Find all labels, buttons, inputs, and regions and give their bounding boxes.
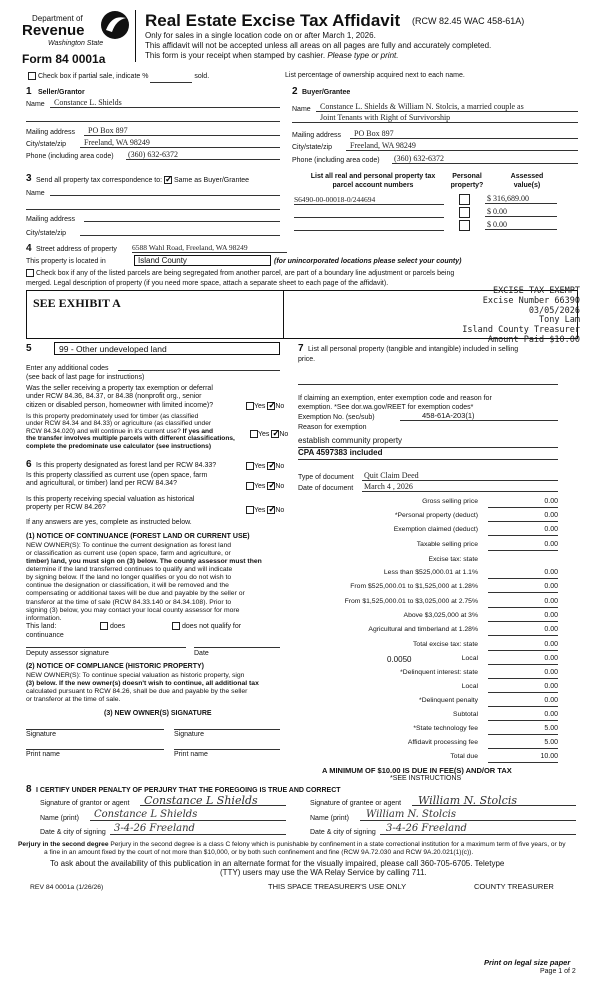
sec2-name-line2[interactable]: Joint Tenants with Right of Survivorship xyxy=(292,113,578,123)
calc-row xyxy=(298,598,558,608)
perjury-line-2: a fine in an amount fixed by the court of not more than $10,000, or by both such confinement and fine (RCW 9A.72.030 and RCW 9A.20.021(1)(c)). xyxy=(44,849,474,856)
calc-value[interactable]: 0.00 xyxy=(488,697,558,707)
exemption-instr-1: If claiming an exemption, enter exemption code and reason for xyxy=(298,395,492,402)
does-option: does xyxy=(100,622,125,632)
sec1-number: 1 xyxy=(26,86,32,97)
personal-property-label: List all personal property (tangible and intangible) included in selling xyxy=(308,346,519,353)
if-yes-note: If any answers are yes, complete as instructed below. xyxy=(26,519,192,526)
sec7-number: 7 xyxy=(298,343,304,354)
sec1-city-field[interactable]: Freeland, WA 98249 xyxy=(80,138,280,148)
form-revision: REV 84 0001a (1/26/26) xyxy=(30,884,104,891)
calc-row xyxy=(298,655,558,665)
notice-continuance-title: (1) NOTICE OF CONTINUANCE (FOREST LAND OR CURRENT USE) xyxy=(26,533,250,540)
does-not-option: does not qualify for xyxy=(172,622,241,632)
calc-value[interactable]: 5.00 xyxy=(488,739,558,749)
personal-checkbox-3[interactable] xyxy=(459,220,470,235)
calc-value[interactable]: 0.00 xyxy=(488,541,558,551)
calc-label: Local xyxy=(461,655,478,662)
calc-label: Total excise tax: state xyxy=(413,641,478,648)
q3-no-checkbox[interactable] xyxy=(267,462,275,470)
parcel-header: List all real and personal property tax parcel account numbers xyxy=(310,173,436,190)
new-owner-signature-title: (3) NEW OWNER(S) SIGNATURE xyxy=(104,710,212,717)
calc-row xyxy=(298,498,558,508)
deputy-signature-field[interactable] xyxy=(26,647,186,648)
calc-label: *State technology fee xyxy=(413,725,478,732)
calc-value[interactable]: 0.00 xyxy=(488,498,558,508)
calc-row xyxy=(298,583,558,593)
legal-desc-label: merged. Legal description of property (if you need more space, attach a separate sheet to each page of the affidavit). xyxy=(26,280,389,287)
sec1-mail-field[interactable]: PO Box 897 xyxy=(84,126,280,136)
calc-label: *Delinquent penalty xyxy=(419,697,478,704)
calc-label: Above $3,025,000 at 3% xyxy=(403,612,478,619)
calc-label: *Delinquent interest: state xyxy=(400,669,478,676)
print-name-label-2: Print name xyxy=(174,751,208,758)
continuance-label: continuance xyxy=(26,632,64,639)
see-instructions: *SEE INSTRUCTIONS xyxy=(390,775,462,782)
sec2-city-label: City/state/zip xyxy=(292,144,333,151)
q5-yes-no: Yes ✓ No xyxy=(246,506,284,516)
access-line-1: To ask about the availability of this publication in an alternate format for the visually impaired, please call 360-705-6705. Teletype xyxy=(50,859,505,868)
sec3-city-label: City/state/zip xyxy=(26,230,67,237)
sec8-number: 8 xyxy=(26,784,32,795)
calc-value[interactable]: 0.00 xyxy=(488,655,558,665)
personal-header: Personal property? xyxy=(450,173,484,190)
sec2-city-field[interactable]: Freeland, WA 98249 xyxy=(346,141,578,151)
partial-sale-row: Check box if partial sale, indicate % sold. xyxy=(28,72,209,83)
sec2-phone-label: Phone (including area code) xyxy=(292,157,380,164)
calc-value[interactable]: 0.00 xyxy=(488,641,558,651)
grantor-date-field[interactable]: 3-4-26 Freeland xyxy=(110,823,286,835)
county-select[interactable]: Island County xyxy=(134,255,271,266)
calc-value[interactable]: 0.00 xyxy=(488,598,558,608)
sec2-mail-field[interactable]: PO Box 897 xyxy=(350,129,578,139)
partial-pct-field[interactable] xyxy=(150,73,192,83)
grantee-name-label: Name (print) xyxy=(310,815,349,822)
assessed-value-3[interactable]: $ 0.00 xyxy=(485,220,557,230)
calc-value[interactable]: 0.00 xyxy=(488,612,558,622)
q-forest-land: Is this property designated as forest land per RCW 84.33? xyxy=(36,462,217,469)
land-use-code-select[interactable]: 99 - Other undeveloped land xyxy=(54,342,280,355)
parcel-number-field-3[interactable] xyxy=(294,221,444,231)
calc-row xyxy=(298,556,558,566)
grantee-date-field[interactable]: 3-4-26 Freeland xyxy=(380,823,576,835)
header-line-1: Only for sales in a single location code on or after March 1, 2026. xyxy=(145,31,376,40)
parcel-number-field-2[interactable] xyxy=(294,208,444,218)
header-line-3: This form is your receipt when stamped by cashier. Please type or print. xyxy=(145,51,399,60)
street-address-field[interactable]: 6588 Wahl Road, Freeland, WA 98249 xyxy=(132,243,287,253)
calc-row xyxy=(298,739,558,749)
q4-yes-no: Yes ✓ No xyxy=(246,482,284,492)
calc-label: Exemption claimed (deduct) xyxy=(393,526,478,533)
treasurer-use-only: THIS SPACE TREASURER'S USE ONLY xyxy=(268,882,407,891)
sec1-name-line2[interactable] xyxy=(26,116,280,122)
parcel-number-field-1[interactable]: S6490-00-00018-0/244694 xyxy=(294,195,444,205)
doc-date-field[interactable]: March 4 , 2026 xyxy=(362,482,558,492)
calc-row xyxy=(298,526,558,536)
county-note: (for unincorporated locations please select your county) xyxy=(274,258,462,265)
notice-compliance-text: NEW OWNER(S): To continue special valuation as historic property, sign (3) below. If the new owner(s) doesn't wish to continue, all additional tax calculated pursuant to RCW 84.26, shall be due and payable by the seller or transferor at the time of sale. xyxy=(26,672,259,704)
deputy-date-label: Date xyxy=(194,650,209,657)
personal-property-label-2: price. xyxy=(298,356,316,363)
calc-value[interactable]: 0.00 xyxy=(488,711,558,721)
assessed-value-1[interactable]: $ 316,689.00 xyxy=(485,194,557,204)
certify-statement: I CERTIFY UNDER PENALTY OF PERJURY THAT THE FOREGOING IS TRUE AND CORRECT xyxy=(36,787,341,794)
assessed-header: Assessed value(s) xyxy=(510,173,544,190)
signature-label-1: Signature xyxy=(26,731,56,738)
calc-row xyxy=(298,569,558,579)
sec1-phone-label: Phone (including area code) xyxy=(26,153,114,160)
calc-value[interactable]: 0.00 xyxy=(488,583,558,593)
calc-label: *Personal property (deduct) xyxy=(394,512,478,519)
sec1-title: Seller/Grantor xyxy=(38,89,85,96)
sec2-phone-field[interactable]: (360) 632-6372 xyxy=(392,154,578,164)
perjury-line-1: Perjury in the second degree Perjury in the second degree is a class C felony which is punishable by confinement in a state correctional institution for a maximum term of five years, or by xyxy=(18,841,566,848)
calc-label: From $525,000.01 to $1,525,000 at 1.28% xyxy=(350,583,478,590)
legal-paper-note: Print on legal size paper xyxy=(484,958,571,967)
calc-value[interactable]: 0.00 xyxy=(488,526,558,536)
sec3-name-line2[interactable] xyxy=(26,204,280,210)
form-title-ref: (RCW 82.45 WAC 458-61A) xyxy=(412,16,525,26)
q-current-use: Is this property classified as current use (open space, farm and agricultural, or timber) land per RCW 84.34? xyxy=(26,472,208,488)
grantor-date-label: Date & city of signing xyxy=(40,829,106,836)
calc-label: From $1,525,000.01 to $3,025,000 at 2.75% xyxy=(344,598,478,605)
header-divider xyxy=(135,10,136,62)
q1-yes-checkbox[interactable] xyxy=(246,402,254,410)
q-historic: Is this property receiving special valuation as historical property per RCW 84.26? xyxy=(26,496,195,512)
exemption-no-label: Exemption No. (sec/sub) xyxy=(298,414,375,421)
reason-field-2[interactable]: CPA 4597383 included xyxy=(298,448,558,460)
sec1-mail-label: Mailing address xyxy=(26,129,76,136)
sec3-city-field[interactable] xyxy=(80,228,280,236)
reason-label: Reason for exemption xyxy=(298,424,367,431)
sec4-number: 4 xyxy=(26,243,32,254)
calc-value[interactable]: 10.00 xyxy=(488,753,558,763)
sec5-number: 5 xyxy=(26,343,32,354)
q3-yes-no: Yes ✓ No xyxy=(246,462,284,472)
personal-property-field[interactable] xyxy=(298,384,558,385)
grantee-name-field[interactable]: William N. Stolcis xyxy=(360,809,576,821)
does-qualify-checkbox[interactable] xyxy=(100,622,108,630)
grantor-signature-field[interactable]: Constance L Shields xyxy=(140,794,286,806)
street-address-label: Street address of property xyxy=(36,246,117,253)
revenue-logo-text: Revenue xyxy=(22,22,85,39)
state-label: Washington State xyxy=(48,40,104,47)
owner-signature-field-1[interactable] xyxy=(26,729,164,730)
deputy-date-field[interactable] xyxy=(194,647,280,648)
calc-row xyxy=(298,725,558,735)
grantee-sig-label: Signature of grantee or agent xyxy=(310,800,402,807)
sec1-name-label: Name xyxy=(26,101,45,108)
legal-description-text: SEE EXHIBIT A xyxy=(33,296,121,310)
grantor-name-field[interactable]: Constance L Shields xyxy=(90,809,286,821)
access-line-2: (TTY) users may use the WA Relay Service by calling 711. xyxy=(220,868,427,877)
owner-signature-field-2[interactable] xyxy=(174,729,280,730)
sec3-number: 3 xyxy=(26,173,32,184)
sec3-mail-field[interactable] xyxy=(84,214,280,222)
sec1-city-label: City/state/zip xyxy=(26,141,67,148)
county-treasurer-label: COUNTY TREASURER xyxy=(474,882,554,891)
page-number: Page 1 of 2 xyxy=(540,968,576,975)
calc-label: Subtotal xyxy=(453,711,478,718)
assessed-value-2[interactable]: $ 0.00 xyxy=(485,207,557,217)
calc-label: Agricultural and timberland at 1.28% xyxy=(368,626,478,633)
revenue-logo-icon xyxy=(100,10,130,40)
notice-compliance-title: (2) NOTICE OF COMPLIANCE (HISTORIC PROPERTY) xyxy=(26,663,204,670)
q4-yes-checkbox[interactable] xyxy=(246,482,254,490)
q4-no-checkbox[interactable] xyxy=(267,482,275,490)
signature-label-2: Signature xyxy=(174,731,204,738)
sec2-name-label: Name xyxy=(292,106,311,113)
additional-codes-note: (see back of last page for instructions) xyxy=(26,374,145,381)
partial-sale-checkbox[interactable] xyxy=(28,72,36,80)
doc-date-label: Date of document xyxy=(298,485,354,492)
sec2-name-field[interactable]: Constance L. Shields & William N. Stolcis, a married couple as xyxy=(316,102,578,112)
calc-row xyxy=(298,711,558,721)
calc-row xyxy=(298,753,558,763)
pct-note: List percentage of ownership acquired next to each name. xyxy=(285,72,465,79)
q1-yes-no: Yes ✓ No xyxy=(246,402,284,412)
q-exemption-deferral: Was the seller receiving a property tax exemption or deferral under RCW 84.36, 84.37, or 84.38 (nonprofit org., senior citizen or disabled person, homeowner with limited income)? xyxy=(26,385,214,409)
calc-value[interactable]: 0.00 xyxy=(488,683,558,693)
calc-label: Local xyxy=(461,683,478,690)
local-rate: 0.0050 xyxy=(387,655,412,664)
exemption-instr-2: exemption. *See dor.wa.gov/REET for exemption codes* xyxy=(298,404,474,411)
minimum-fee-note: A MINIMUM OF $10.00 IS DUE IN FEE(S) AND/OR TAX xyxy=(322,766,512,775)
additional-codes-field[interactable] xyxy=(118,363,280,371)
calc-value[interactable]: 0.00 xyxy=(488,669,558,679)
owner-print-field-2[interactable] xyxy=(174,749,280,750)
calc-label: Taxable selling price xyxy=(416,541,478,548)
calc-row xyxy=(298,541,558,551)
calc-value[interactable]: 0.00 xyxy=(488,569,558,579)
q2-no-checkbox[interactable] xyxy=(271,430,279,438)
calc-label: Affidavit processing fee xyxy=(407,739,478,746)
calc-row xyxy=(298,683,558,693)
segregate-row: Check box if any of the listed parcels are being segregated from another parcel, are part of a boundary line adjustment or parcels being xyxy=(26,269,454,279)
located-label: This property is located in xyxy=(26,258,106,265)
sec3-name-field[interactable] xyxy=(50,188,280,196)
doc-type-label: Type of document xyxy=(298,474,354,481)
segregate-checkbox[interactable] xyxy=(26,269,34,277)
calc-row xyxy=(298,626,558,636)
deputy-signature-label: Deputy assessor signature xyxy=(26,650,109,657)
calc-row xyxy=(298,697,558,707)
sec3-name-label: Name xyxy=(26,190,45,197)
calc-row xyxy=(298,669,558,679)
q2-yes-no: Yes ✓ No xyxy=(250,430,288,440)
does-not-qualify-checkbox[interactable] xyxy=(172,622,180,630)
grantor-sig-label: Signature of grantor or agent xyxy=(40,800,130,807)
form-title: Real Estate Excise Tax Affidavit xyxy=(145,11,401,30)
calc-label: Gross selling price xyxy=(422,498,478,505)
sec2-title: Buyer/Grantee xyxy=(302,89,351,96)
sec3-text: Send all property tax correspondence to: ✓ Same as Buyer/Grantee xyxy=(36,176,249,186)
sec1-name-field[interactable]: Constance L. Shields xyxy=(50,98,280,108)
q5-no-checkbox[interactable] xyxy=(267,506,275,514)
calc-row xyxy=(298,612,558,622)
doc-type-field[interactable]: Quit Claim Deed xyxy=(362,471,558,481)
excise-stamp: EXCISE TAX EXEMPT Excise Number 66390 03/05/2026 Tony Lam Island County Treasurer Amount Paid $10.00 xyxy=(462,286,580,345)
calc-label: Excise tax: state xyxy=(428,556,478,563)
calc-value[interactable]: 5.00 xyxy=(488,725,558,735)
sec6-number: 6 xyxy=(26,459,32,470)
sec3-mail-label: Mailing address xyxy=(26,216,76,223)
sec2-number: 2 xyxy=(292,86,298,97)
sec2-mail-label: Mailing address xyxy=(292,132,342,139)
dept-label: Department of xyxy=(32,14,83,23)
additional-codes-label: Enter any additional codes xyxy=(26,365,109,372)
calc-label: Total due xyxy=(450,753,478,760)
calc-row xyxy=(298,512,558,522)
header-line-2: This affidavit will not be accepted unless all areas on all pages are fully and accurately completed. xyxy=(145,41,492,50)
same-as-buyer-checkbox[interactable] xyxy=(164,176,172,184)
legal-description-box[interactable] xyxy=(26,290,284,339)
calc-row xyxy=(298,641,558,651)
calc-value[interactable]: 0.00 xyxy=(488,626,558,636)
q-timber-agriculture: Is this property predominately used for timber (as classified under RCW 84.34 and 84.33) or agriculture (as classified under RCW 84.34.020) and will continue in it's current use? If yes and the transfer involves multiple parcels with different classifications, complete the predominate use calculator (see instructions) xyxy=(26,413,235,450)
grantee-date-label: Date & city of signing xyxy=(310,829,376,836)
calc-label: Less than $525,000.01 at 1.1% xyxy=(383,569,478,576)
calc-value[interactable]: 0.00 xyxy=(488,512,558,522)
grantee-signature-field[interactable]: William N. Stolcis xyxy=(412,794,576,806)
notice-continuance-text: NEW OWNER(S): To continue the current designation as forest land or classification as current use (open space, farm and agriculture, or timber) land, you must sign on (3) below. The county assessor must then determine if the land transferred continues to qualify and will indicate by signing below. If the land no longer qualifies or you do not wish to continue the designation or classification, it will be removed and the compensating or additional taxes will be due and payable by the seller or transferor at the time of sale (RCW 84.33.140 or 84.34.108). Prior to signing (3) below, you may contact your local county assessor for more information. xyxy=(26,542,262,622)
q5-yes-checkbox[interactable] xyxy=(246,506,254,514)
owner-print-field-1[interactable] xyxy=(26,749,164,750)
exemption-no-field[interactable]: 458-61A-203(1) xyxy=(400,411,558,421)
grantor-name-label: Name (print) xyxy=(40,815,79,822)
this-land-label: This land: xyxy=(26,623,57,630)
q1-no-checkbox[interactable] xyxy=(267,402,275,410)
q3-yes-checkbox[interactable] xyxy=(246,462,254,470)
sec1-phone-field[interactable]: (360) 632-6372 xyxy=(126,150,280,160)
q2-yes-checkbox[interactable] xyxy=(250,430,258,438)
reason-field-1[interactable]: establish community property xyxy=(298,436,558,448)
print-name-label-1: Print name xyxy=(26,751,60,758)
form-number: Form 84 0001a xyxy=(22,52,106,66)
